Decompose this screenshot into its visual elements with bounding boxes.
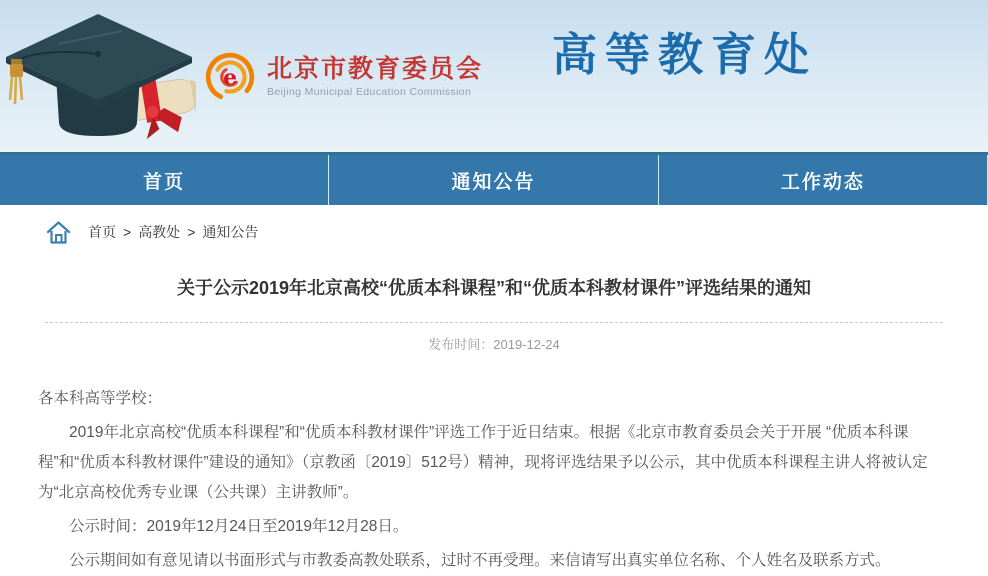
breadcrumb-separator: >: [187, 224, 196, 240]
article-title: 关于公示2019年北京高校“优质本科课程”和“优质本科教材课件”评选结果的通知: [176, 278, 812, 298]
commission-logo-text: [267, 56, 483, 99]
publish-info: [0, 334, 988, 353]
commission-name-en: Beijing Municipal Education Commission: [267, 86, 472, 99]
paragraph-contact: 公示期间如有意见请以书面形式与市教委高教处联系，过时不再受理。来信请写出真实单位名称、个人姓名及联系方式。: [69, 552, 891, 570]
commission-logo: [203, 50, 483, 104]
home-icon[interactable]: [45, 219, 72, 246]
breadcrumb: [0, 205, 988, 259]
commission-logo-icon: [203, 50, 257, 104]
dashed-divider: [45, 322, 943, 323]
nav-tab-home[interactable]: 首页: [0, 155, 329, 205]
site-header: [0, 0, 988, 152]
graduation-cap-image: [0, 4, 196, 150]
paragraph-public-period: 公示时间：2019年12月24日至2019年12月28日。: [69, 518, 409, 536]
article-body: [0, 353, 988, 576]
publish-date: 2019-12-24: [493, 337, 560, 353]
commission-name-cn: 北京市教育委员会: [267, 54, 484, 83]
breadcrumb-dept[interactable]: 高教处: [138, 224, 181, 240]
paragraph-main: 2019年北京高校“优质本科课程”和“优质本科教材课件”评选工作于近日结束。根据《北京市教育委员会关于开展 “优质本科课程”和“优质本科教材课件”建设的通知》（京教函〔2019〕512号）精神，现将评选结果予以公示，其中优质本科课程主讲人将被认定为“北京高校优秀专业课（公共课）主讲教师”。: [38, 424, 928, 502]
breadcrumb-notices[interactable]: 通知公告: [202, 224, 259, 240]
breadcrumb-separator: >: [123, 224, 132, 240]
department-title: 高等教育处: [552, 29, 818, 80]
paragraph-salutation: 各本科高等学校：: [38, 390, 163, 408]
publish-label: 发布时间：: [428, 337, 494, 353]
nav-tab-work-updates[interactable]: 工作动态: [659, 155, 988, 205]
svg-text:e: e: [223, 65, 237, 91]
article: [0, 275, 988, 576]
breadcrumb-home[interactable]: 首页: [88, 224, 116, 240]
nav-tab-notices[interactable]: 通知公告: [329, 155, 658, 205]
main-nav: [0, 152, 988, 205]
